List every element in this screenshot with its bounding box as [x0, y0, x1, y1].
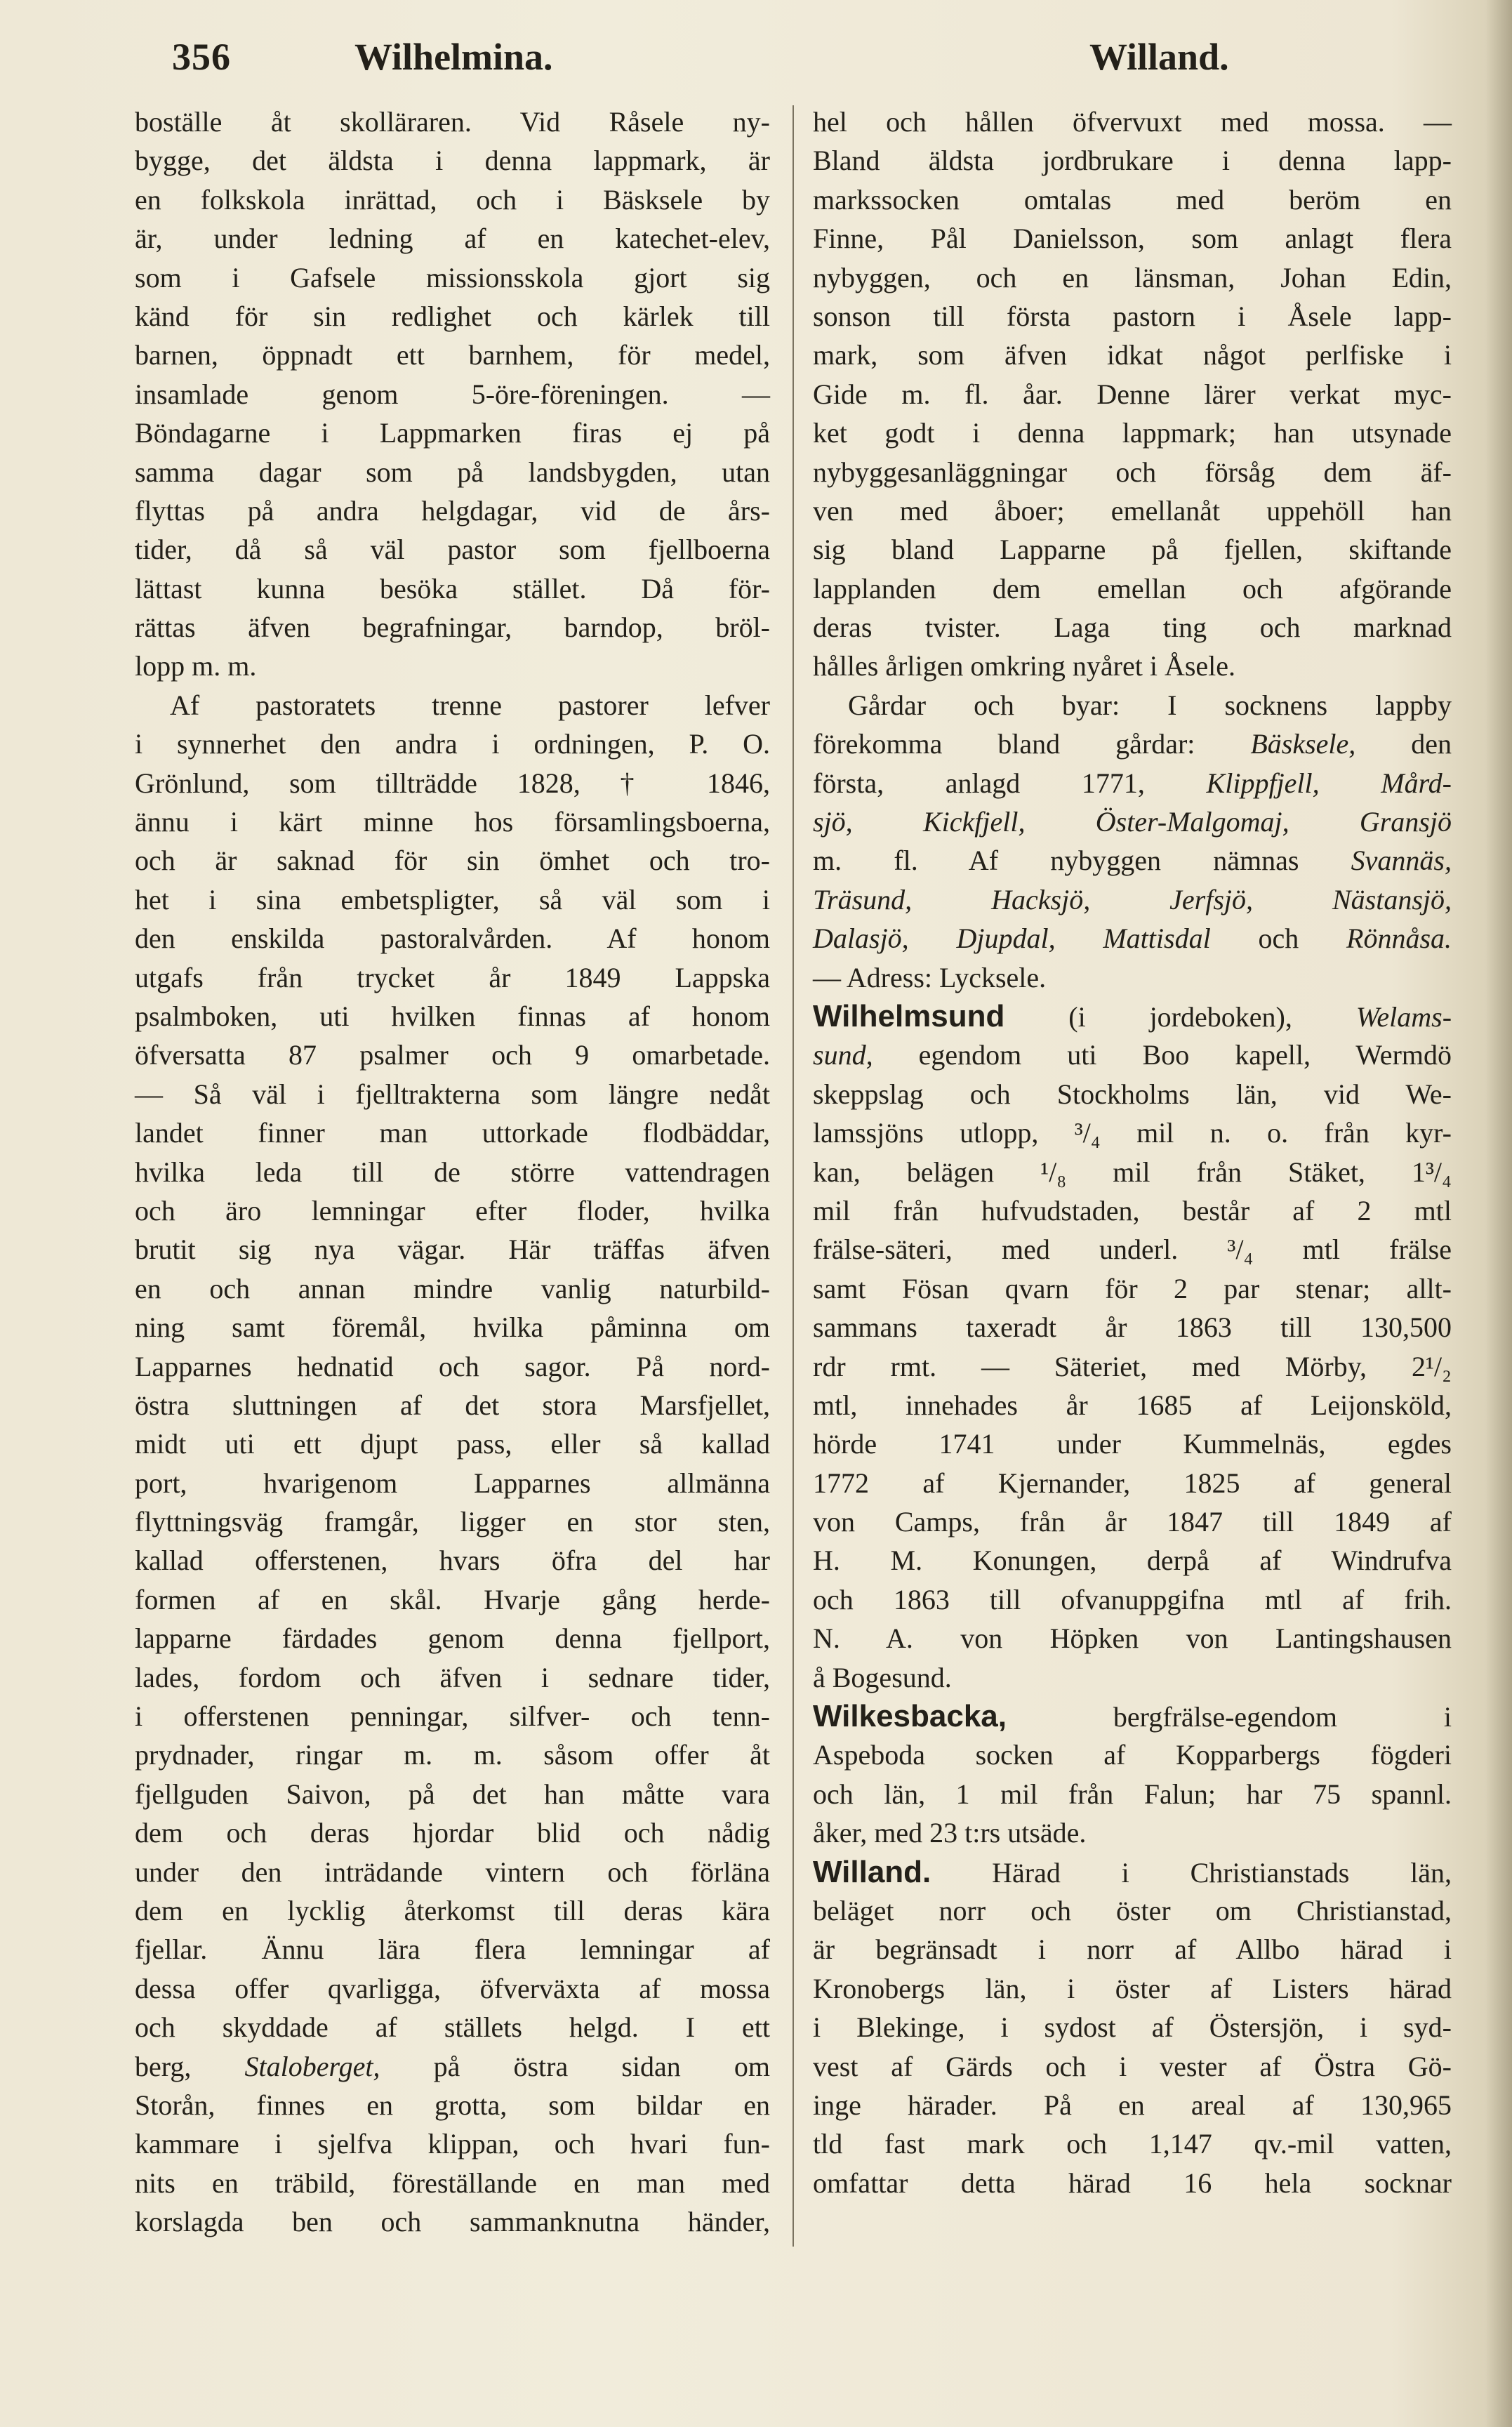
text-fragment: förekomma bland gårdar:	[813, 728, 1195, 760]
entry-headword: Wilkesbacka,	[813, 1699, 1007, 1734]
text-line: i Blekinge, i sydost af Östersjön, i syd-	[813, 2011, 1452, 2044]
text-line: lapparne färdades genom denna fjellport,	[135, 1622, 770, 1655]
text-line: Storån, finnes en grotta, som bildar en	[135, 2089, 770, 2121]
text-line: den enskilda pastoralvården. Af honom	[135, 922, 770, 955]
text-line: hörde 1741 under Kummelnäs, egdes	[813, 1428, 1452, 1460]
text-line: markssocken omtalas med beröm en	[813, 183, 1452, 216]
text-line: inge härader. På en areal af 130,965	[813, 2089, 1452, 2121]
entry-headword: Willand.	[813, 1854, 931, 1889]
text-line: lopp m. m.	[135, 650, 257, 682]
text-line	[813, 841, 1452, 880]
place-name-italic: Svannäs,	[1351, 845, 1452, 877]
text-line: och skyddade af ställets helgd. I ett	[135, 2011, 770, 2044]
text-line	[135, 2047, 770, 2086]
text-line: Gårdar och byar: I socknens lappby	[848, 689, 1452, 721]
page-edge-shadow	[1485, 0, 1512, 2427]
text-line: ning samt föremål, hvilka påminna om	[135, 1311, 770, 1344]
text-line: hvilka leda till de större vattendragen	[135, 1156, 770, 1188]
place-name-italic: Welams-	[1355, 1000, 1452, 1033]
place-name-italic: sjö, Kickfjell, Öster-Malgomaj, Gransjö	[813, 806, 1452, 838]
text-line	[813, 1697, 1452, 1735]
text-fragment: Härad i Christianstads län,	[992, 1856, 1452, 1889]
text-line: dem och deras hjordar blid och nådig	[135, 1817, 770, 1849]
text-line: en och annan mindre vanlig naturbild-	[135, 1272, 770, 1304]
text-fragment: m. fl. Af nybyggen nämnas	[813, 845, 1299, 877]
text-fragment: och	[1258, 922, 1299, 955]
text-fragment: (i jordeboken),	[1068, 1000, 1292, 1033]
place-name-italic: Dalasjö, Djupdal, Mattisdal	[813, 922, 1211, 955]
text-line: boställe åt skolläraren. Vid Råsele ny-	[135, 106, 770, 138]
text-line: och län, 1 mil från Falun; har 75 spannl.	[813, 1778, 1452, 1810]
text-line: Grönlund, som tillträdde 1828, † 1846,	[135, 767, 770, 799]
text-line: Kronobergs län, i öster af Listers härad	[813, 1972, 1452, 2004]
text-line: mark, som äfven idkat något perlfiske i	[813, 339, 1452, 371]
text-line: hålles årligen omkring nyåret i Åsele.	[813, 650, 1236, 682]
text-line: omfattar detta härad 16 hela socknar	[813, 2167, 1452, 2199]
text-line: barnen, öppnadt ett barnhem, för medel,	[135, 339, 770, 371]
text-line: sig bland Lapparne på fjellen, skiftande	[813, 534, 1452, 566]
text-line: en folkskola inrättad, och i Bäsksele by	[135, 183, 770, 216]
text-line	[813, 880, 1452, 919]
text-line: beläget norr och öster om Christianstad,	[813, 1894, 1452, 1926]
text-line	[813, 1036, 1452, 1074]
text-line: midt uti ett djupt pass, eller så kallad	[135, 1428, 770, 1460]
text-fragment: berg,	[135, 2050, 192, 2082]
text-line: formen af en skål. Hvarje gång herde-	[135, 1583, 770, 1615]
text-fragment: första, anlagd 1771,	[813, 767, 1145, 799]
text-line	[813, 725, 1452, 763]
text-line: psalmboken, uti hvilken finnas af honom	[135, 1000, 770, 1032]
text-line: bygge, det äldsta i denna lappmark, är	[135, 145, 770, 177]
text-fragment: bergfrälse-egendom i	[1113, 1701, 1452, 1733]
text-line: hel och hållen öfvervuxt med mossa. —	[813, 106, 1452, 138]
text-line: utgafs från trycket år 1849 Lappska	[135, 961, 770, 993]
text-line: Böndagarne i Lappmarken firas ej på	[135, 417, 770, 449]
text-line: Finne, Pål Danielsson, som anlagt flera	[813, 223, 1452, 255]
text-line: tld fast mark och 1,147 qv.-mil vatten,	[813, 2128, 1452, 2160]
text-line: kan, belägen ¹/₈ mil från Stäket, 1³/₄	[813, 1156, 1452, 1188]
text-line: — Adress: Lycksele.	[813, 961, 1047, 993]
entry-headword: Wilhelmsund	[813, 998, 1005, 1033]
left-column	[135, 102, 770, 2241]
text-line: åker, med 23 t:rs utsäde.	[813, 1817, 1087, 1849]
text-line: nybyggesanläggningar och försåg dem äf-	[813, 456, 1452, 488]
text-line: ven med åboer; emellanåt uppehöll han	[813, 494, 1452, 527]
text-line	[813, 997, 1452, 1036]
text-line: sonson till första pastorn i Åsele lapp-	[813, 300, 1452, 332]
text-line: i synnerhet den andra i ordningen, P. O.	[135, 728, 770, 760]
text-fragment: på östra sidan om	[433, 2050, 771, 2082]
place-name-italic: Träsund, Hacksjö, Jerfsjö, Nästansjö,	[813, 883, 1452, 915]
text-line: dessa offer qvarligga, öfverväxta af mossa	[135, 1972, 770, 2004]
text-line: prydnader, ringar m. m. såsom offer åt	[135, 1739, 770, 1771]
text-line: port, hvarigenom Lapparnes allmänna	[135, 1467, 770, 1499]
place-name-italic: Klippfjell, Mård-	[1206, 767, 1452, 799]
text-line: Aspeboda socken af Kopparbergs fögderi	[813, 1739, 1452, 1771]
place-name-italic: Bäsksele,	[1250, 728, 1356, 760]
text-line: flyttningsväg framgår, ligger en stor sten,	[135, 1506, 770, 1538]
page-number: 356	[172, 36, 231, 78]
text-line: 1772 af Kjernander, 1825 af general	[813, 1467, 1452, 1499]
text-fragment: egendom uti Boo kapell, Wermdö	[918, 1039, 1452, 1071]
text-line: Bland äldsta jordbrukare i denna lapp-	[813, 145, 1452, 177]
text-line: korslagda ben och sammanknutna händer,	[135, 2206, 770, 2238]
running-head	[0, 35, 1512, 84]
text-line: mtl, innehades år 1685 af Leijonsköld,	[813, 1389, 1452, 1421]
right-column	[813, 102, 1452, 2202]
place-name-italic: sund,	[813, 1039, 873, 1071]
text-line: Af pastoratets trenne pastorer lefver	[170, 689, 770, 721]
text-line: het i sina embetspligter, så väl som i	[135, 883, 770, 915]
text-line	[813, 764, 1452, 802]
text-line: Gide m. fl. åar. Denne lärer verkat myc-	[813, 378, 1452, 410]
text-line: samma dagar som på landsbygden, utan	[135, 456, 770, 488]
text-line: nybyggen, och en länsman, Johan Edin,	[813, 261, 1452, 293]
text-line: fjellguden Saivon, på det han måtte vara	[135, 1778, 770, 1810]
place-name-italic: Staloberget,	[244, 2050, 380, 2082]
text-line: H. M. Konungen, derpå af Windrufva	[813, 1545, 1452, 1577]
text-line: i offerstenen penningar, silfver- och tenn-	[135, 1700, 770, 1733]
text-line: och 1863 till ofvanuppgifna mtl af frih.	[813, 1583, 1452, 1615]
text-line: landet finner man uttorkade flodbäddar,	[135, 1117, 770, 1149]
text-line: rättas äfven begrafningar, barndop, bröl-	[135, 611, 770, 644]
text-line: skeppslag och Stockholms län, vid We-	[813, 1078, 1452, 1110]
text-line: vest af Gärds och i vester af Östra Gö-	[813, 2050, 1452, 2082]
text-line: är, under ledning af en katechet-elev,	[135, 223, 770, 255]
text-line	[813, 919, 1452, 958]
column-divider	[793, 105, 794, 2247]
text-line: nits en träbild, föreställande en man med	[135, 2167, 770, 2199]
text-line: frälse-säteri, med underl. ³/₄ mtl frälse	[813, 1234, 1452, 1266]
running-head-right: Willand.	[1089, 36, 1229, 78]
text-line: tider, då så väl pastor som fjellboerna	[135, 534, 770, 566]
text-line: under den inträdande vintern och förläna	[135, 1856, 770, 1888]
text-line: ket godt i denna lappmark; han utsynade	[813, 417, 1452, 449]
text-line: fjellar. Ännu lära flera lemningar af	[135, 1933, 770, 1966]
text-line: sammans taxeradt år 1863 till 130,500	[813, 1311, 1452, 1344]
text-line: N. A. von Höpken von Lantingshausen	[813, 1622, 1452, 1655]
text-line: von Camps, från år 1847 till 1849 af	[813, 1506, 1452, 1538]
text-fragment: den	[1411, 728, 1452, 760]
text-line	[813, 802, 1452, 841]
text-line: ännu i kärt minne hos församlingsboerna,	[135, 806, 770, 838]
text-line: lamssjöns utlopp, ³/₄ mil n. o. från kyr-	[813, 1117, 1452, 1149]
text-line: Lapparnes hednatid och sagor. På nord-	[135, 1350, 770, 1382]
text-line: lades, fordom och äfven i sednare tider,	[135, 1661, 770, 1693]
text-line: å Bogesund.	[813, 1661, 952, 1693]
running-head-left: Wilhelmina.	[354, 36, 553, 78]
text-line: flyttas på andra helgdagar, vid de års-	[135, 494, 770, 527]
text-line: samt Fösan qvarn för 2 par stenar; allt-	[813, 1272, 1452, 1304]
place-name-italic: Rönnåsa.	[1346, 922, 1452, 955]
text-line: och äro lemningar efter floder, hvilka	[135, 1194, 770, 1226]
text-line: som i Gafsele missionsskola gjort sig	[135, 261, 770, 293]
text-line: kallad offerstenen, hvars öfra del har	[135, 1545, 770, 1577]
text-line: öfversatta 87 psalmer och 9 omarbetade.	[135, 1039, 770, 1071]
text-line: rdr rmt. — Säteriet, med Mörby, 2¹/₂	[813, 1350, 1452, 1382]
text-line: östra sluttningen af det stora Marsfjellet,	[135, 1389, 770, 1421]
text-line: dem en lycklig återkomst till deras kära	[135, 1894, 770, 1926]
text-line: insamlade genom 5-öre-föreningen. —	[135, 378, 770, 410]
text-line: känd för sin redlighet och kärlek till	[135, 300, 770, 332]
text-line: brutit sig nya vägar. Här träffas äfven	[135, 1234, 770, 1266]
text-line: och är saknad för sin ömhet och tro-	[135, 845, 770, 877]
text-line: lättast kunna besöka stället. Då för-	[135, 572, 770, 604]
text-line: — Så väl i fjelltrakterna som längre nedåt	[135, 1078, 770, 1110]
text-line: lapplanden dem emellan och afgörande	[813, 572, 1452, 604]
text-line: mil från hufvudstaden, består af 2 mtl	[813, 1194, 1452, 1226]
text-line: är begränsadt i norr af Allbo härad i	[813, 1933, 1452, 1966]
text-line	[813, 1853, 1452, 1891]
text-line: deras tvister. Laga ting och marknad	[813, 611, 1452, 644]
text-line: kammare i sjelfva klippan, och hvari fun-	[135, 2128, 770, 2160]
